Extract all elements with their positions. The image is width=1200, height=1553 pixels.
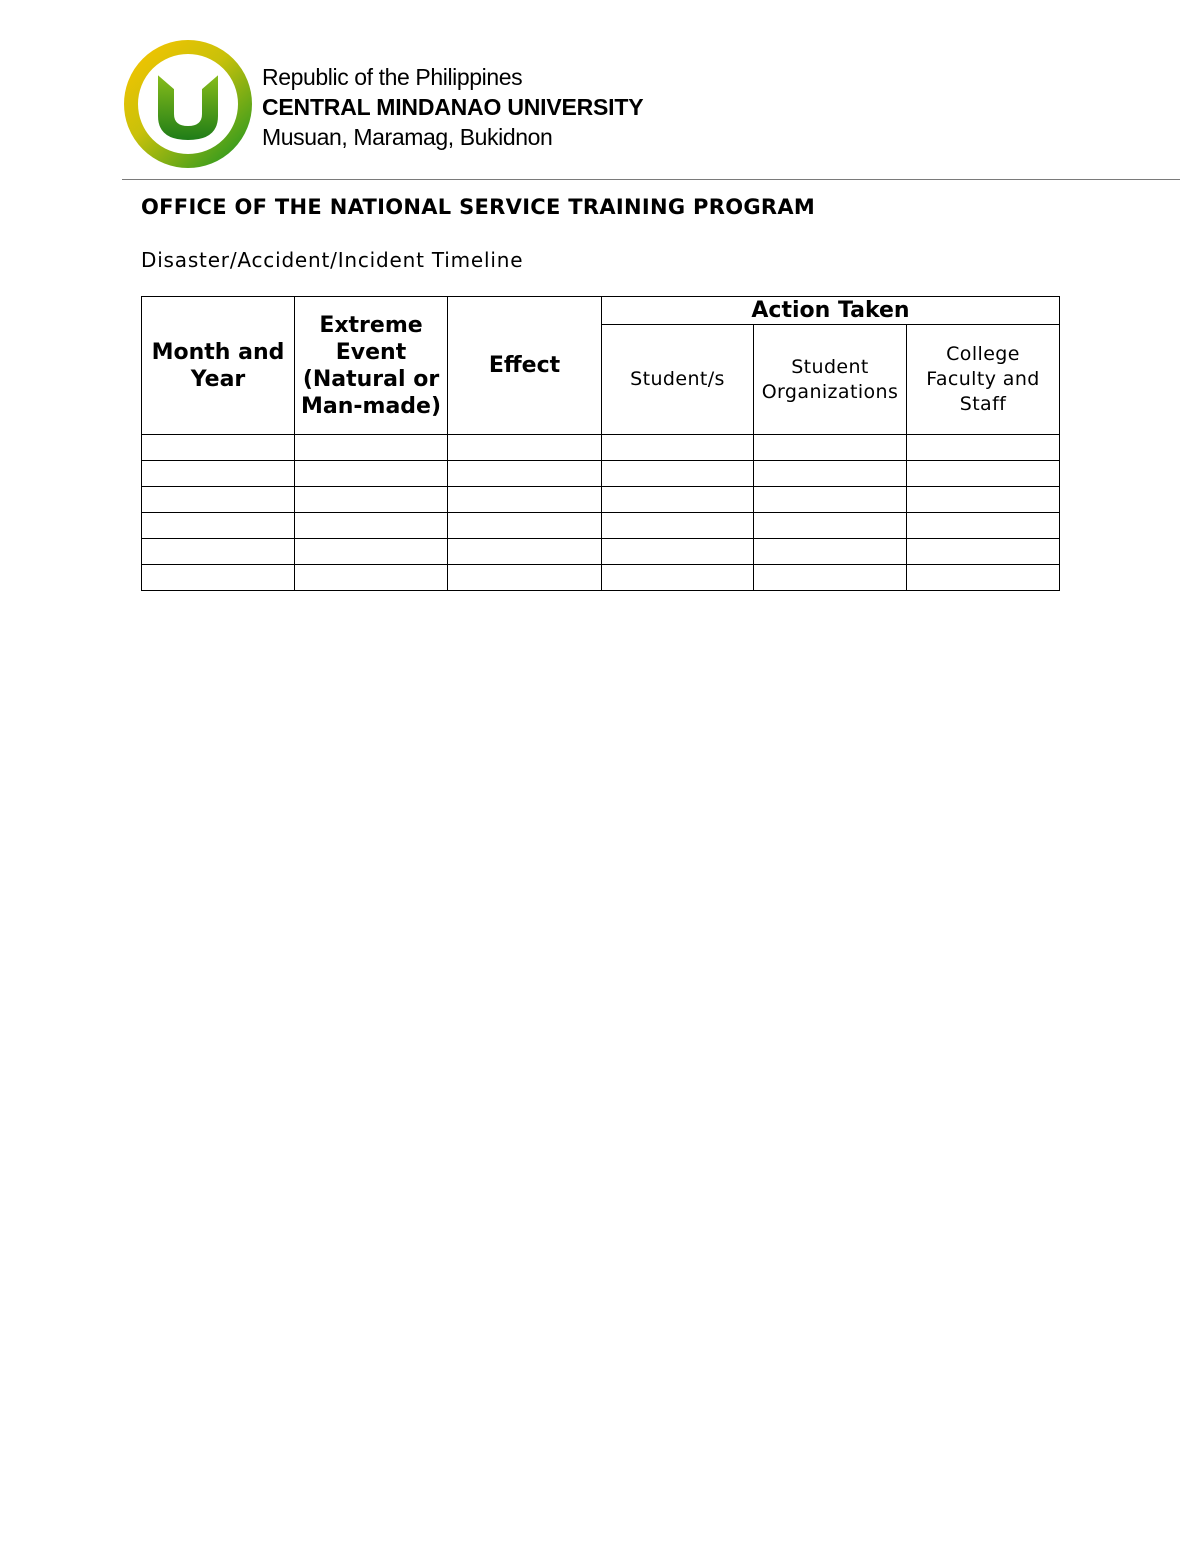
cell-extreme-event[interactable]	[295, 435, 448, 461]
cell-extreme-event[interactable]	[295, 513, 448, 539]
org-address: Musuan, Maramag, Bukidnon	[262, 124, 553, 150]
cell-student-organizations[interactable]	[754, 487, 907, 513]
header-extreme-event: Extreme Event (Natural or Man-made)	[295, 297, 448, 435]
letterhead	[122, 38, 1182, 180]
table-row	[142, 565, 1060, 591]
cell-extreme-event[interactable]	[295, 539, 448, 565]
cell-student-organizations[interactable]	[754, 435, 907, 461]
cell-student-organizations[interactable]	[754, 513, 907, 539]
cell-effect[interactable]	[448, 539, 602, 565]
cell-effect[interactable]	[448, 565, 602, 591]
timeline-table-body	[142, 435, 1060, 591]
cell-effect[interactable]	[448, 513, 602, 539]
cell-students[interactable]	[602, 539, 754, 565]
cell-effect[interactable]	[448, 435, 602, 461]
header-action-taken: Action Taken	[602, 297, 1060, 325]
table-row	[142, 539, 1060, 565]
cell-college-faculty-staff[interactable]	[907, 487, 1060, 513]
cell-month-year[interactable]	[142, 435, 295, 461]
table-row	[142, 513, 1060, 539]
cell-college-faculty-staff[interactable]	[907, 435, 1060, 461]
header-effect: Effect	[448, 297, 602, 435]
header-month-year: Month and Year	[142, 297, 295, 435]
cell-extreme-event[interactable]	[295, 461, 448, 487]
table-row	[142, 435, 1060, 461]
cell-month-year[interactable]	[142, 461, 295, 487]
cell-students[interactable]	[602, 461, 754, 487]
cell-students[interactable]	[602, 487, 754, 513]
cell-month-year[interactable]	[142, 487, 295, 513]
cell-college-faculty-staff[interactable]	[907, 461, 1060, 487]
cell-month-year[interactable]	[142, 513, 295, 539]
cell-student-organizations[interactable]	[754, 461, 907, 487]
header-divider	[122, 179, 1180, 180]
cmu-logo-icon	[122, 38, 254, 170]
header-students: Student/s	[602, 325, 754, 435]
cell-month-year[interactable]	[142, 539, 295, 565]
cell-student-organizations[interactable]	[754, 539, 907, 565]
cell-students[interactable]	[602, 565, 754, 591]
org-republic-line: Republic of the Philippines	[262, 64, 523, 90]
cell-students[interactable]	[602, 435, 754, 461]
cell-college-faculty-staff[interactable]	[907, 513, 1060, 539]
cell-effect[interactable]	[448, 461, 602, 487]
header-student-organizations: Student Organizations	[754, 325, 907, 435]
org-university-name: CENTRAL MINDANAO UNIVERSITY	[262, 94, 644, 120]
cell-student-organizations[interactable]	[754, 565, 907, 591]
cell-month-year[interactable]	[142, 565, 295, 591]
cell-effect[interactable]	[448, 487, 602, 513]
org-name-block	[262, 62, 643, 152]
header-college-faculty-staff: College Faculty and Staff	[907, 325, 1060, 435]
cell-students[interactable]	[602, 513, 754, 539]
document-subtitle: Disaster/Accident/Incident Timeline	[141, 248, 524, 272]
cell-extreme-event[interactable]	[295, 565, 448, 591]
office-title: OFFICE OF THE NATIONAL SERVICE TRAINING PROGRAM	[141, 195, 816, 219]
incident-timeline-table	[141, 296, 1060, 591]
table-row	[142, 461, 1060, 487]
cell-college-faculty-staff[interactable]	[907, 539, 1060, 565]
cell-extreme-event[interactable]	[295, 487, 448, 513]
cell-college-faculty-staff[interactable]	[907, 565, 1060, 591]
table-row	[142, 487, 1060, 513]
